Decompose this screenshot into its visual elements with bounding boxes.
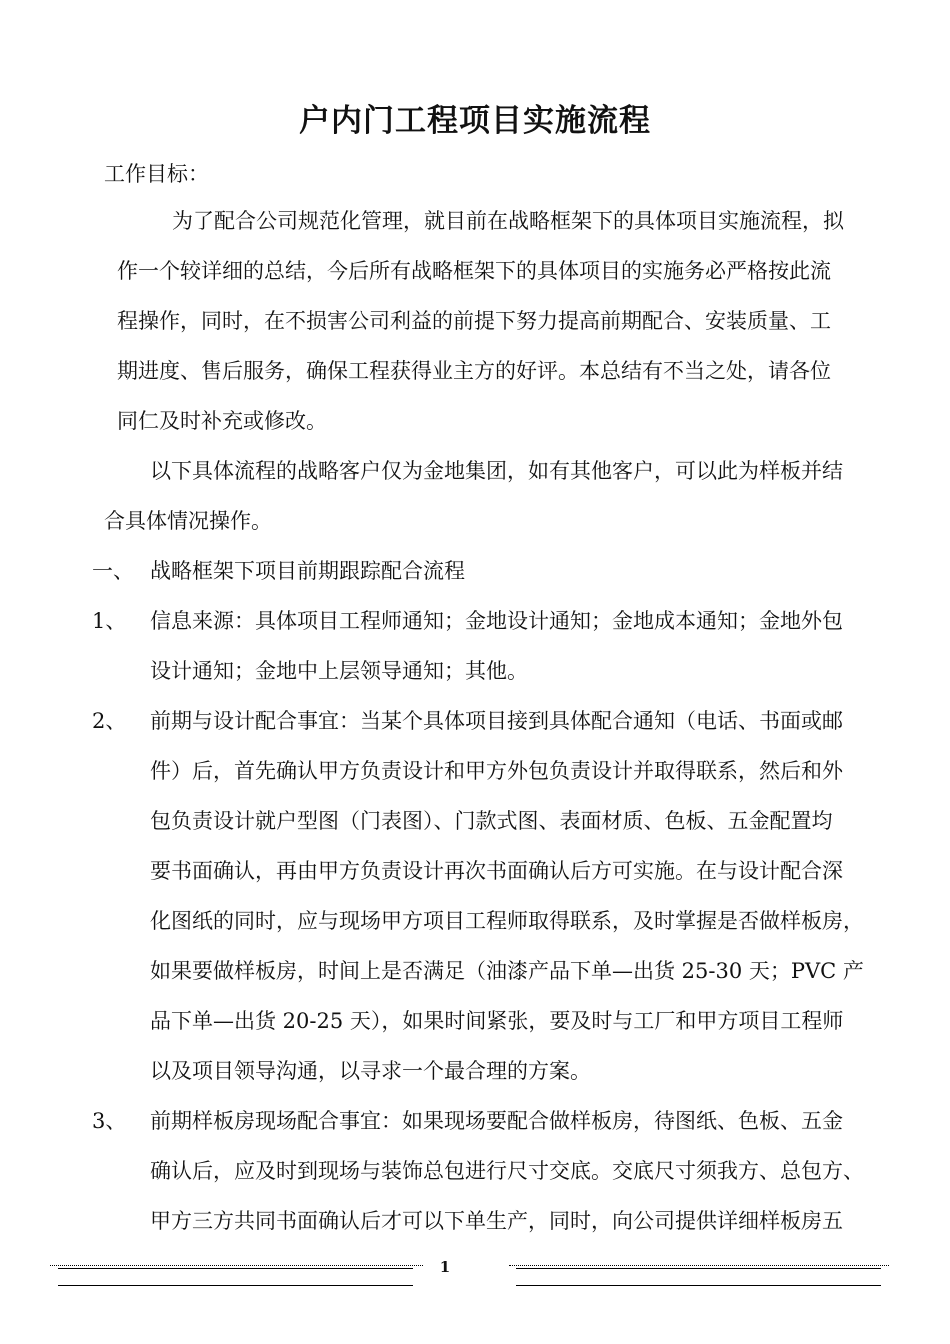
item-line: 包负责设计就户型图（门表图）、门款式图、表面材质、色板、五金配置均 (150, 809, 833, 833)
intro-line: 为了配合公司规范化管理，就目前在战略框架下的具体项目实施流程，拟 (172, 209, 844, 233)
intro-line: 作一个较详细的总结，今后所有战略框架下的具体项目的实施务必严格按此流 (117, 259, 831, 283)
item-line: 确认后，应及时到现场与装饰总包进行尺寸交底。交底尺寸须我方、总包方、 (150, 1159, 864, 1183)
footer-divider (516, 1268, 881, 1269)
footer-divider (58, 1285, 413, 1286)
intro-line: 期进度、售后服务，确保工程获得业主方的好评。本总结有不当之处，请各位 (117, 359, 831, 383)
intro-line: 同仁及时补充或修改。 (117, 409, 327, 433)
item-number: 3、 (92, 1109, 127, 1133)
item-number: 1、 (92, 609, 127, 633)
page-title: 户内门工程项目实施流程 (299, 103, 651, 139)
scope-line: 以下具体流程的战略客户仅为金地集团，如有其他客户，可以此为样板并结 (150, 459, 843, 483)
footer-divider (509, 1265, 889, 1266)
footer-divider (58, 1268, 413, 1269)
page-number: 1 (439, 1258, 451, 1276)
item-number: 2、 (92, 709, 127, 733)
section-heading: 战略框架下项目前期跟踪配合流程 (150, 559, 465, 583)
item-line: 信息来源：具体项目工程师通知；金地设计通知；金地成本通知；金地外包 (150, 609, 843, 633)
item-line: 设计通知；金地中上层领导通知；其他。 (150, 659, 528, 683)
section-number: 一、 (92, 559, 134, 583)
intro-line: 程操作，同时，在不损害公司利益的前提下努力提高前期配合、安装质量、工 (117, 309, 831, 333)
item-line: 如果要做样板房，时间上是否满足（油漆产品下单—出货 25-30 天；PVC 产 (150, 959, 864, 983)
item-line: 品下单—出货 20-25 天），如果时间紧张，要及时与工厂和甲方项目工程师 (150, 1009, 844, 1033)
scope-line: 合具体情况操作。 (104, 509, 272, 533)
item-line: 件）后，首先确认甲方负责设计和甲方外包负责设计并取得联系，然后和外 (150, 759, 843, 783)
footer-divider (516, 1285, 881, 1286)
item-line: 化图纸的同时，应与现场甲方项目工程师取得联系，及时掌握是否做样板房， (150, 909, 864, 933)
footer-divider (50, 1265, 423, 1266)
objective-heading: 工作目标： (104, 162, 209, 186)
item-line: 前期与设计配合事宜：当某个具体项目接到具体配合通知（电话、书面或邮 (150, 709, 843, 733)
item-line: 前期样板房现场配合事宜：如果现场要配合做样板房，待图纸、色板、五金 (150, 1109, 843, 1133)
item-line: 要书面确认，再由甲方负责设计再次书面确认后方可实施。在与设计配合深 (150, 859, 843, 883)
item-line: 甲方三方共同书面确认后才可以下单生产，同时，向公司提供详细样板房五 (150, 1209, 843, 1233)
item-line: 以及项目领导沟通，以寻求一个最合理的方案。 (150, 1059, 591, 1083)
